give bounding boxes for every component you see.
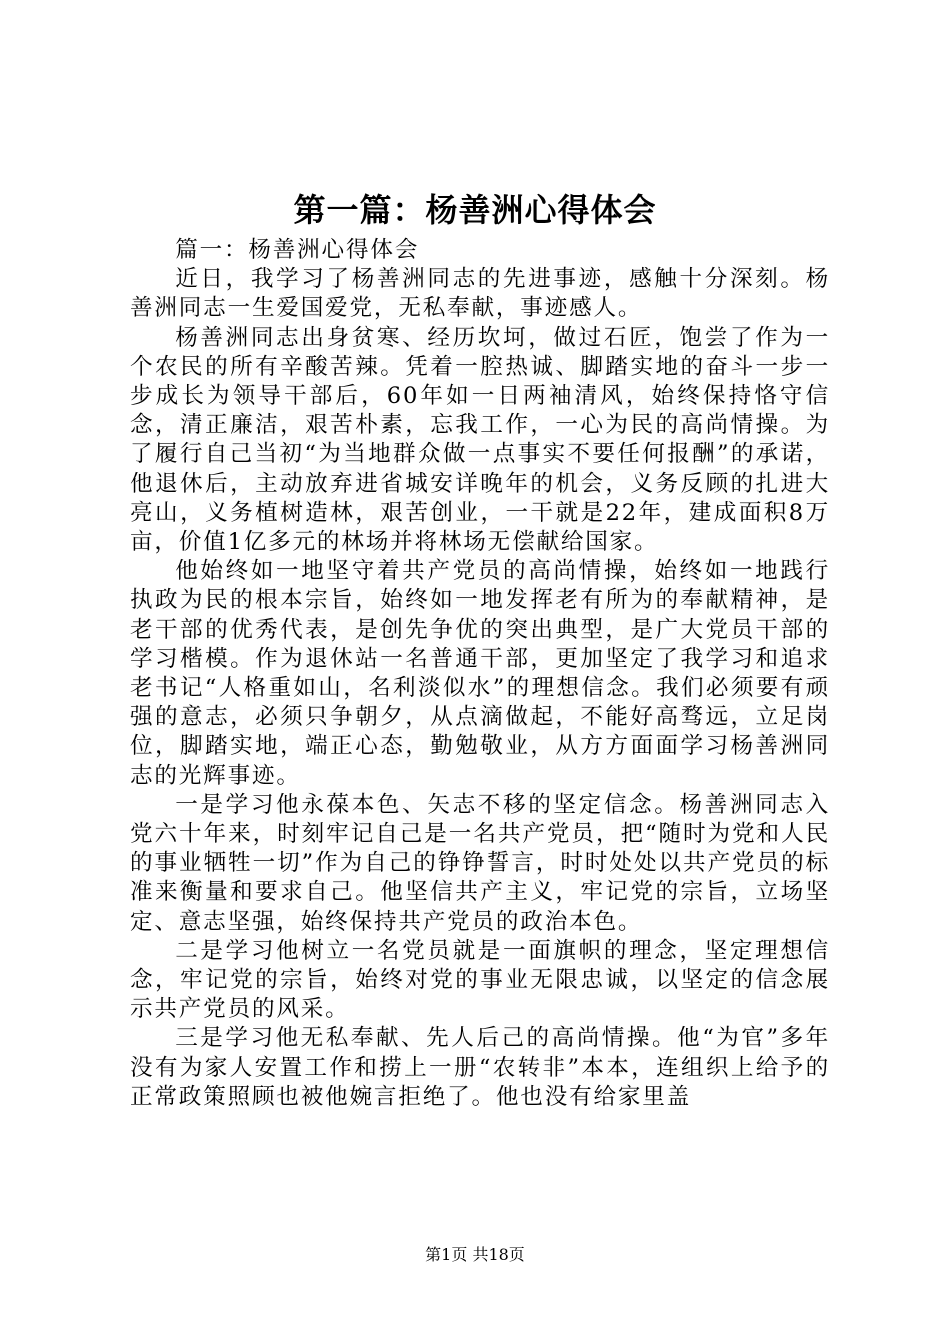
document-body: [130, 236, 830, 1112]
document-title: 第一篇：杨善洲心得体会: [293, 191, 657, 229]
page-footer: 第1页 共18页: [425, 1245, 525, 1264]
paragraph: 他始终如一地坚守着共产党员的高尚情操，始终如一地践行执政为民的根本宗旨，始终如一地发挥老有所为的奉献精神，是老干部的优秀代表，是创先争优的突出典型，是广大党员干部的学习楷模。作为退休站一名普通干部，更加坚定了我学习和追求老书记“人格重如山，名利淡似水”的理想信念。我们必须要有顽强的意志，必须只争朝夕，从点滴做起，不能好高骛远，立足岗位，脚踏实地，端正心态，勤勉敬业，从方方面面学习杨善洲同志的光辉事迹。: [130, 558, 830, 789]
paragraph: 杨善洲同志出身贫寒、经历坎坷，做过石匠，饱尝了作为一个农民的所有辛酸苦辣。凭着一腔热诚、脚踏实地的奋斗一步一步成长为领导干部后，60年如一日两袖清风，始终保持恪守信念，清正廉洁，艰苦朴素，忘我工作，一心为民的高尚情操。为了履行自己当初“为当地群众做一点事实不要任何报酬”的承诺，他退休后，主动放弃进省城安详晚年的机会，义务反顾的扎进大亮山，义务植树造林，艰苦创业，一干就是22年，建成面积8万亩，价值1亿多元的林场并将林场无偿献给国家。: [130, 324, 830, 556]
paragraph: 一是学习他永葆本色、矢志不移的坚定信念。杨善洲同志入党六十年来，时刻牢记自己是一名共产党员，把“随时为党和人民的事业牺牲一切”作为自己的铮铮誓言，时时处处以共产党员的标准来衡量和要求自己。他坚信共产主义，牢记党的宗旨，立场坚定、意志坚强，始终保持共产党员的政治本色。: [130, 791, 830, 935]
paragraph: 三是学习他无私奉献、先人后己的高尚情操。他“为官”多年没有为家人安置工作和捞上一册“农转非”本本，连组织上给予的正常政策照顾也被他婉言拒绝了。他也没有给家里盖: [130, 1025, 830, 1110]
paragraph: 近日，我学习了杨善洲同志的先进事迹，感触十分深刻。杨善洲同志一生爱国爱党，无私奉献，事迹感人。: [130, 266, 830, 322]
paragraph-heading: 篇一：杨善洲心得体会: [175, 237, 420, 263]
paragraph: 二是学习他树立一名党员就是一面旗帜的理念，坚定理想信念，牢记党的宗旨，始终对党的事业无限忠诚，以坚定的信念展示共产党员的风采。: [130, 937, 830, 1023]
